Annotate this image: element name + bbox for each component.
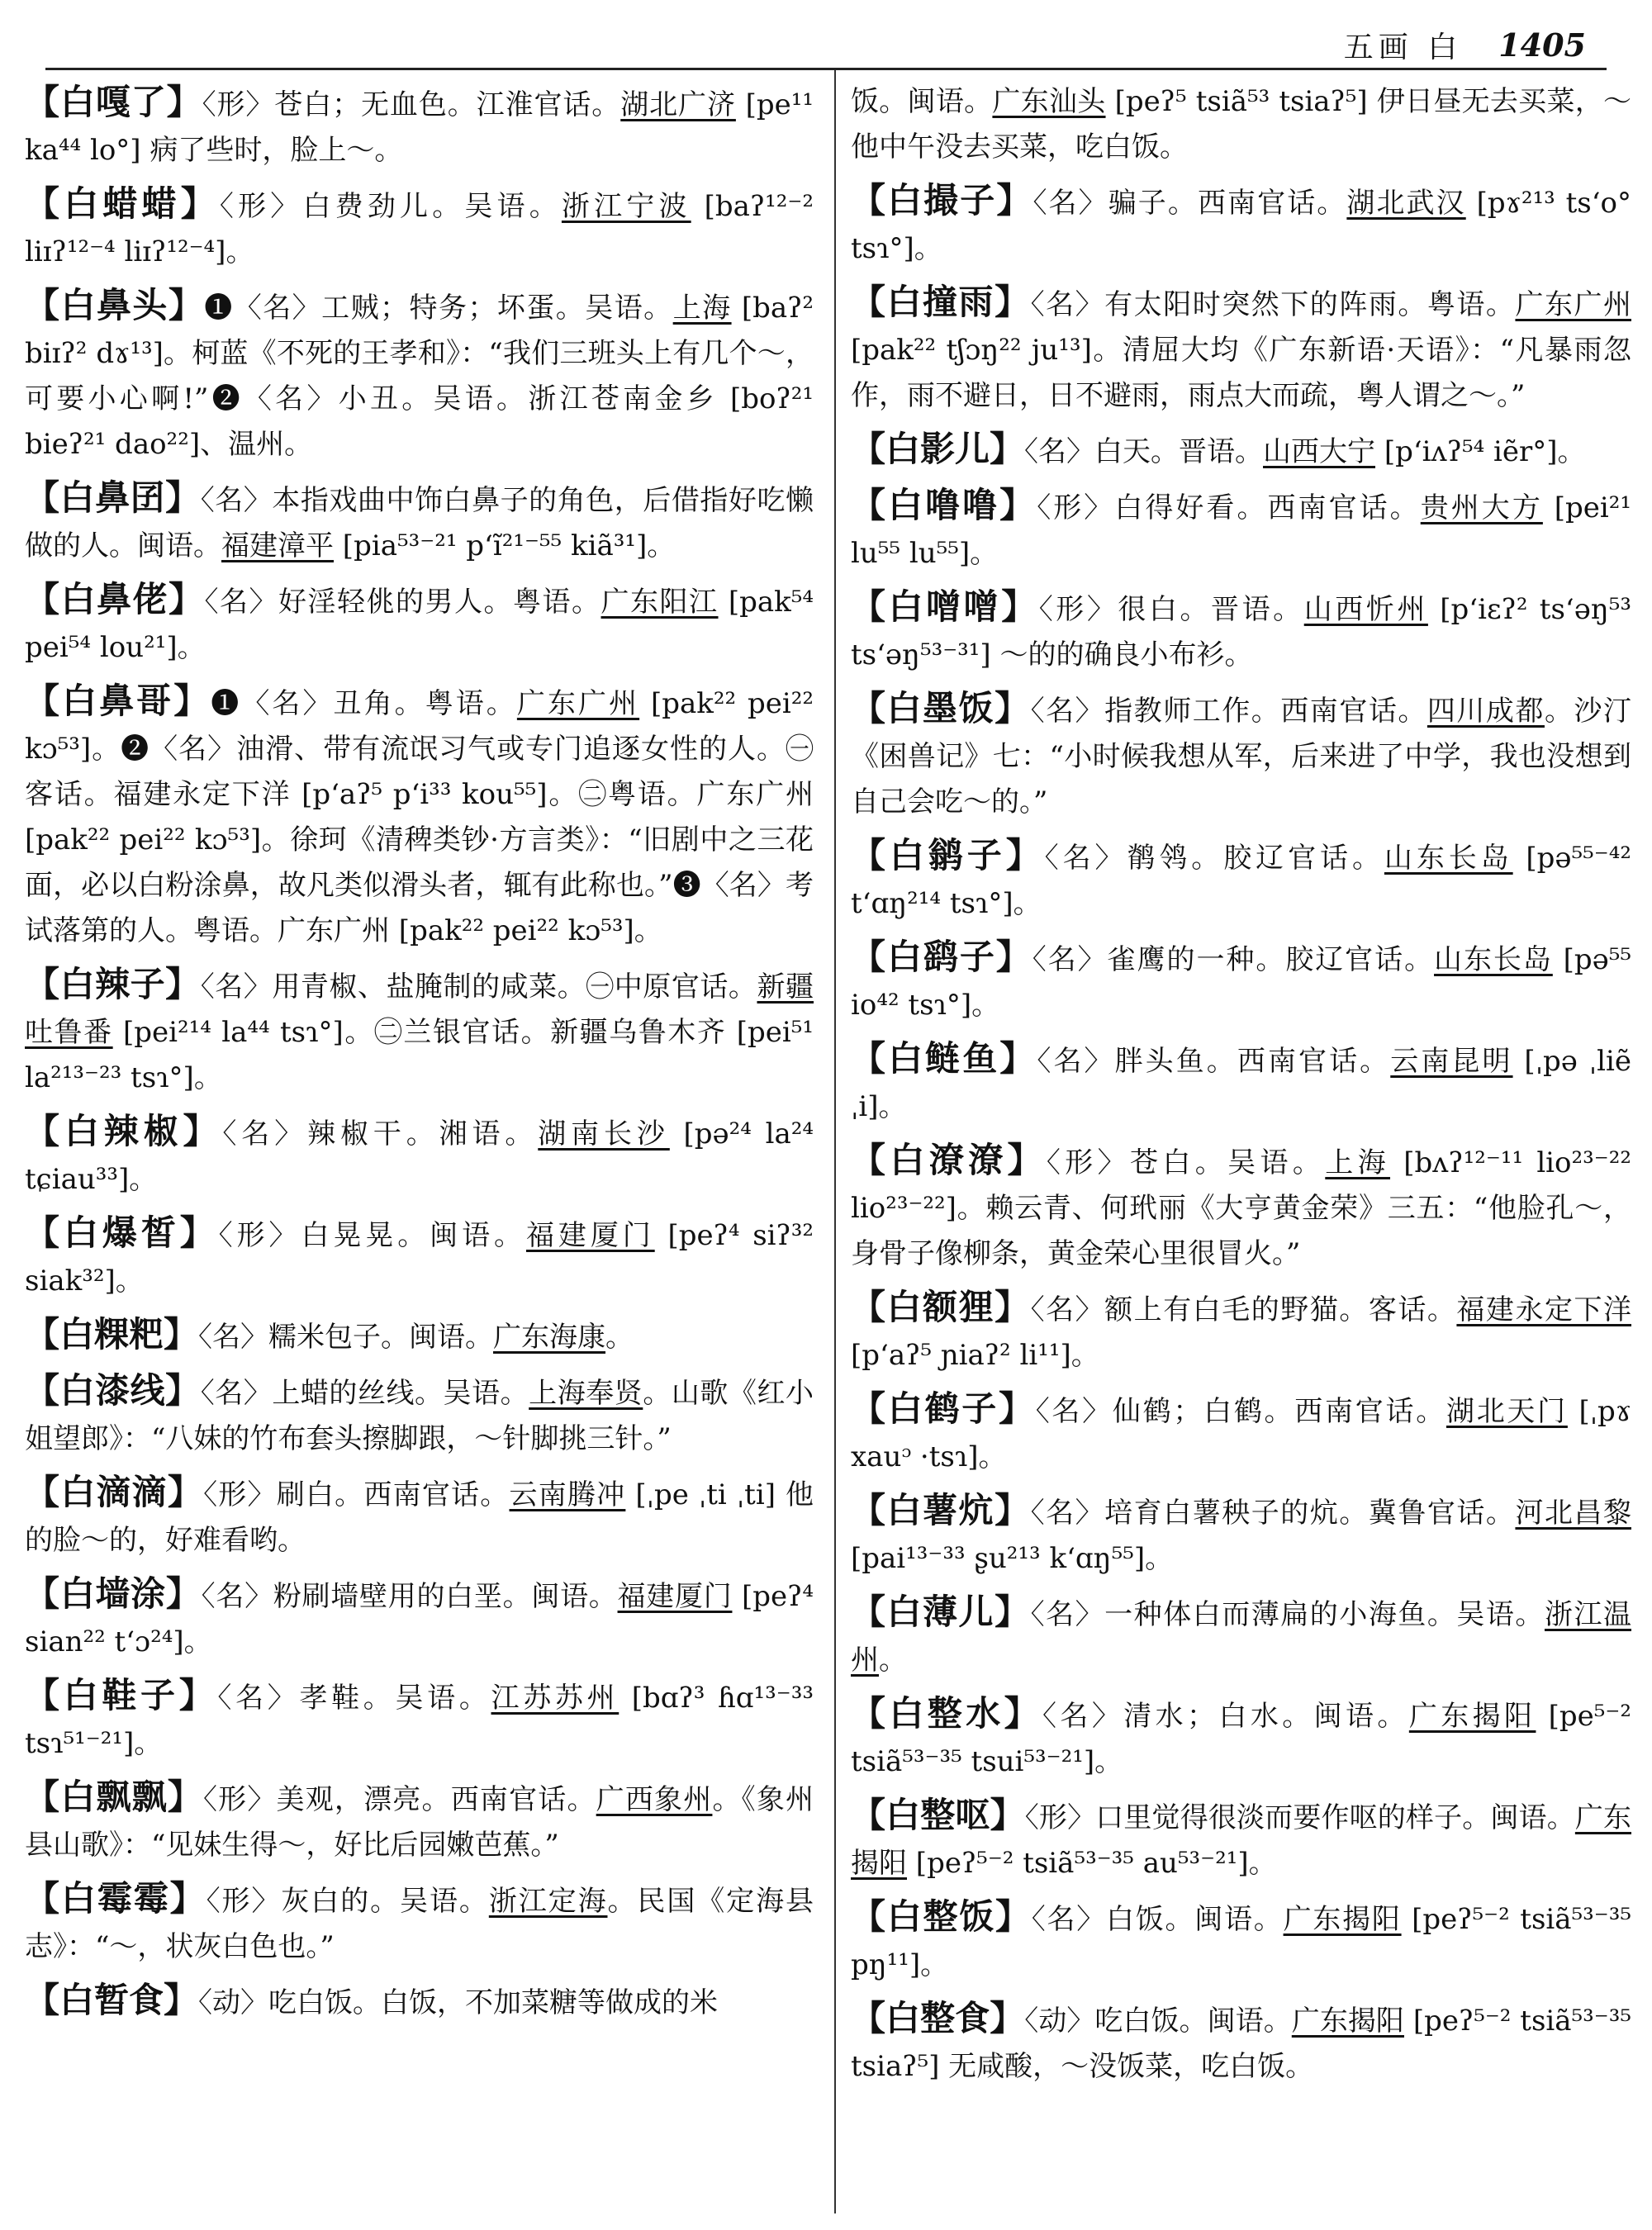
entry-place: 贵州大方 <box>1420 491 1543 524</box>
headword: 【白墙涂】 <box>25 1573 202 1614</box>
continuation-entry <box>851 79 1631 170</box>
entry-pronunciation: [peʔ⁵⁻² tsiã⁵³⁻³⁵ tsiaʔ⁵] 无咸酸，～没饭菜，吃白饭。 <box>851 2005 1632 2083</box>
headword: 【白鹞子】 <box>851 937 1032 977</box>
entry-place: 浙江定海 <box>488 1885 608 1918</box>
dictionary-entry <box>25 475 814 569</box>
entry-pronunciation: [p‘iʌʔ⁵⁴ iẽr°]。 <box>1375 435 1586 468</box>
entry-definition: 〈名〉雀鹰的一种。胶辽官话。 <box>1032 943 1435 976</box>
entry-definition: 〈形〉白晃晃。闽语。 <box>218 1219 526 1252</box>
dictionary-entry <box>851 1386 1631 1480</box>
headword: 【白滴滴】 <box>25 1472 204 1512</box>
entry-place: 福建厦门 <box>525 1219 655 1252</box>
entry-place: 广东揭阳 <box>1291 2005 1404 2038</box>
dictionary-entry <box>851 1137 1631 1277</box>
dictionary-entry <box>851 482 1631 576</box>
entry-place: 上海 <box>672 292 732 325</box>
entry-pronunciation: [pe¹¹ ka⁴⁴ lo°] 病了些时，脸上～。 <box>25 88 814 167</box>
entry-pronunciation: [ˌpə ˌliẽ ˌi]。 <box>851 1045 1632 1123</box>
dictionary-entry <box>25 678 814 954</box>
entry-place: 云南昆明 <box>1390 1045 1513 1078</box>
entry-definition: 〈名〉辣椒干。湘语。 <box>222 1117 539 1151</box>
entry-pronunciation: [baʔ² biɪʔ² dɤ¹³]。柯蓝《不死的王孝和》：“我们三班头上有几个～，可要小心啊!”❷〈名〉小丑。吴语。浙江苍南金乡 [boʔ²¹ bieʔ²¹ dao²²]、温州。 <box>25 292 814 461</box>
entry-pronunciation: [bɑʔ³ ɦɑ¹³⁻³³ tsɿ⁵¹⁻²¹]。 <box>25 1682 814 1760</box>
entry-definition: 饭。闽语。 <box>851 85 993 118</box>
dictionary-entry <box>25 576 814 671</box>
dictionary-entry <box>25 1977 814 2026</box>
entry-place: 山西大宁 <box>1263 435 1376 468</box>
entry-place: 湖北武汉 <box>1346 187 1466 220</box>
dictionary-entry <box>25 181 814 275</box>
dictionary-entry <box>851 1792 1631 1886</box>
headword: 【白嘎了】 <box>25 82 202 122</box>
entry-definition: 〈名〉仙鹤；白鹤。西南官话。 <box>1035 1395 1446 1428</box>
entry-pronunciation: [pak²² pei²² kɔ⁵³]。❷〈名〉油滑、带有流氓习气或专门追逐女性的人。㊀客话。福建永定下洋 [p‘aʔ⁵ p‘i³³ kou⁵⁵]。㊁粤语。广东广州 [pak²² pei²² kɔ⁵³]。徐珂《清稗类钞·方言类》：“旧剧中之三花面，必以白粉涂鼻，故凡类似滑头者，辄有此称也。”❸〈名〉考试落第的人。粤语。广东广州 [pak²² pei²² kɔ⁵³]。 <box>25 687 814 947</box>
entry-definition: 〈动〉吃白饭。白饭，不加菜糖等做成的米 <box>198 1986 719 2019</box>
headword: 【白整饭】 <box>851 1896 1032 1937</box>
dictionary-entry <box>851 1284 1631 1378</box>
headword: 【白撮子】 <box>851 180 1033 221</box>
dictionary-entry <box>851 1036 1631 1130</box>
headword: 【白噌噌】 <box>851 586 1039 627</box>
entry-pronunciation: [peʔ⁴ sian²² t‘ɔ²⁴]。 <box>25 1580 814 1658</box>
entry-place: 湖北天门 <box>1446 1395 1568 1428</box>
page-header <box>1344 20 1586 69</box>
headword: 【白整食】 <box>851 1998 1025 2038</box>
entry-pronunciation: 。 <box>879 1644 907 1677</box>
entry-pronunciation: [p‘aʔ⁵ ɲiaʔ² li¹¹]。 <box>851 1339 1099 1372</box>
dictionary-entry <box>851 686 1631 825</box>
entry-place: 湖南长沙 <box>538 1117 670 1151</box>
dictionary-entry <box>25 1469 814 1563</box>
entry-definition: 〈形〉口里觉得很淡而要作呕的样子。闽语。 <box>1024 1801 1575 1834</box>
headword: 【白薯炕】 <box>851 1490 1031 1530</box>
entry-pronunciation: 。 <box>605 1321 634 1354</box>
headword: 【白额狸】 <box>851 1287 1031 1327</box>
entry-definition: 〈名〉本指戏曲中饰白鼻子的角色，后借指好吃懒做的人。闽语。 <box>25 484 814 562</box>
section-title: 五画 白 <box>1343 30 1463 64</box>
dictionary-entry <box>851 1995 1631 2090</box>
entry-place: 河北昌黎 <box>1515 1497 1631 1530</box>
headword: 【白鼻囝】 <box>25 477 201 518</box>
entry-place: 广东海康 <box>493 1321 606 1354</box>
entry-pronunciation: 。民国《定海县志》：“～，状灰白色也。” <box>25 1885 814 1963</box>
entry-pronunciation: [pei²¹⁴ la⁴⁴ tsɿ°]。㊁兰银官话。新疆乌鲁木齐 [pei⁵¹ la²¹³⁻²³ tsɿ°]。 <box>25 1016 814 1094</box>
entry-place: 福建厦门 <box>617 1580 733 1613</box>
entry-definition: 〈名〉白天。晋语。 <box>1024 435 1264 468</box>
entry-definition: 〈名〉一种体白而薄扁的小海鱼。吴语。 <box>1030 1598 1545 1631</box>
entry-place: 广东揭阳 <box>1408 1700 1536 1733</box>
headword: 【白粿粑】 <box>25 1314 199 1355</box>
entry-place: 山东长岛 <box>1384 842 1513 875</box>
entry-definition: 〈名〉孝鞋。吴语。 <box>217 1682 491 1715</box>
headword: 【白鼻头】 <box>25 285 205 325</box>
page-number: 1405 <box>1498 26 1586 64</box>
headword: 【白鹤子】 <box>851 1388 1036 1429</box>
entry-place: 浙江宁波 <box>561 190 691 223</box>
dictionary-entry <box>851 178 1631 272</box>
headword: 【白影儿】 <box>851 429 1025 469</box>
entry-definition: 〈形〉苍白。吴语。 <box>1046 1146 1326 1179</box>
headword: 【白鼻佬】 <box>25 579 205 619</box>
headword: 【白辣椒】 <box>25 1111 223 1151</box>
entry-definition: 〈形〉苍白；无血色。江淮官话。 <box>202 88 621 121</box>
entry-pronunciation: 。沙汀《困兽记》七：“小时候我想从军，后来进了中学，我也没想到自己会吃～的。” <box>851 695 1632 818</box>
dictionary-entry <box>851 1487 1631 1582</box>
entry-pronunciation: [ˌpe ˌti ˌti] 他的脸～的，好难看哟。 <box>25 1478 814 1557</box>
headword: 【白鲢鱼】 <box>851 1038 1037 1079</box>
headword: 【白漆线】 <box>25 1370 201 1411</box>
dictionary-entry <box>25 1108 814 1203</box>
entry-definition: 〈形〉白费劲儿。吴语。 <box>219 190 562 223</box>
entry-definition: ❶〈名〉丑角。粤语。 <box>211 687 517 720</box>
entry-place: 浙江温州 <box>851 1598 1632 1677</box>
dictionary-entry <box>25 1368 814 1462</box>
entry-definition: 〈名〉额上有白毛的野猫。客话。 <box>1030 1293 1457 1326</box>
dictionary-entry <box>25 1312 814 1360</box>
entry-definition: 〈名〉好淫轻佻的男人。粤语。 <box>204 586 601 619</box>
dictionary-entry <box>851 1691 1631 1785</box>
entry-pronunciation: [pai¹³⁻³³ ʂu²¹³ k‘ɑŋ⁵⁵]。 <box>851 1542 1174 1575</box>
entry-pronunciation: [ˌpɤ xauᵓ ·tsɿ]。 <box>851 1395 1631 1473</box>
entry-pronunciation: [pak⁵⁴ pei⁵⁴ lou²¹]。 <box>25 586 814 664</box>
entry-pronunciation: [bʌʔ¹²⁻¹¹ lio²³⁻²² lio²³⁻²²]。赖云青、何玳丽《大亨黄金荣》三五：“他脸孔～，身骨子像柳条，黄金荣心里很冒火。” <box>851 1146 1631 1270</box>
header-rule <box>45 68 1607 70</box>
headword: 【白爆皙】 <box>25 1212 219 1253</box>
headword: 【白蜡蜡】 <box>25 183 220 224</box>
entry-pronunciation: [pei²¹ lu⁵⁵ lu⁵⁵]。 <box>851 491 1632 570</box>
entry-definition: 〈形〉白得好看。西南官话。 <box>1037 491 1421 524</box>
entry-definition: 〈名〉清水；白水。闽语。 <box>1042 1700 1409 1733</box>
entry-place: 湖北广济 <box>620 88 736 121</box>
dictionary-entry <box>851 279 1631 419</box>
entry-place: 上海 <box>1325 1146 1391 1179</box>
column-divider <box>834 70 836 2213</box>
entry-definition: ❶〈名〉工贼；特务；坏蛋。吴语。 <box>204 292 673 325</box>
entry-place: 新疆吐鲁番 <box>25 970 814 1049</box>
headword: 【白鞋子】 <box>25 1675 218 1715</box>
entry-place: 山西忻州 <box>1303 593 1428 626</box>
dictionary-entry <box>851 1589 1631 1683</box>
entry-pronunciation: [p‘iɛʔ² ts‘əŋ⁵³ ts‘əŋ⁵³⁻³¹] ～的的确良小布衫。 <box>851 593 1632 671</box>
dictionary-entry <box>25 1571 814 1665</box>
entry-definition: 〈形〉刷白。西南官话。 <box>203 1478 510 1511</box>
dictionary-entry <box>25 1210 814 1304</box>
headword: 【白整水】 <box>851 1693 1043 1734</box>
entry-pronunciation: [pe⁵⁻² tsiã⁵³⁻³⁵ tsui⁵³⁻²¹]。 <box>851 1700 1632 1778</box>
left-column <box>25 79 814 2033</box>
headword: 【白整呕】 <box>851 1795 1025 1835</box>
dictionary-entry <box>851 584 1631 678</box>
entry-pronunciation: [pə⁵⁵ io⁴² tsɿ°]。 <box>851 943 1631 1022</box>
entry-pronunciation: [pia⁵³⁻²¹ p‘ĩ²¹⁻⁵⁵ kiã³¹]。 <box>334 529 676 562</box>
headword: 【白辣子】 <box>25 964 201 1004</box>
entry-definition: 〈名〉上蜡的丝线。吴语。 <box>200 1377 529 1410</box>
entry-definition: 〈形〉美观，漂亮。西南官话。 <box>202 1783 596 1816</box>
entry-definition: 〈名〉鹡鸰。胶辽官话。 <box>1044 842 1384 875</box>
headword: 【白暂食】 <box>25 1980 199 2020</box>
entry-place: 广东揭阳 <box>851 1801 1632 1880</box>
entry-place: 江苏苏州 <box>491 1682 620 1715</box>
entry-place: 广东广州 <box>1515 288 1631 321</box>
entry-definition: 〈形〉灰白的。吴语。 <box>206 1885 489 1918</box>
dictionary-entry <box>25 1774 814 1868</box>
entry-pronunciation: 。山歌《红小姐望郎》：“八妹的竹布套头擦脚跟，～针脚挑三针。” <box>25 1377 814 1455</box>
entry-definition: 〈名〉指教师工作。西南官话。 <box>1030 695 1427 728</box>
headword: 【白鼻哥】 <box>25 681 211 721</box>
entry-pronunciation: [peʔ⁵⁻² tsiã⁵³⁻³⁵ au⁵³⁻²¹]。 <box>907 1847 1277 1880</box>
entry-pronunciation: [pə²⁴ la²⁴ tɕiau³³]。 <box>25 1117 814 1196</box>
entry-definition: 〈名〉培育白薯秧子的炕。冀鲁官话。 <box>1030 1497 1516 1530</box>
entry-pronunciation: [pə⁵⁵⁻⁴² t‘ɑŋ²¹⁴ tsɿ°]。 <box>851 842 1631 920</box>
entry-pronunciation: 。《象州县山歌》：“见妹生得～，好比后园嫩芭蕉。” <box>25 1783 814 1862</box>
entry-place: 广东广州 <box>516 687 640 720</box>
dictionary-entry <box>851 426 1631 475</box>
entry-definition: 〈名〉胖头鱼。西南官话。 <box>1037 1045 1391 1078</box>
entry-place: 广西象州 <box>596 1783 713 1816</box>
entry-definition: 〈名〉用青椒、盐腌制的咸菜。㊀中原官话。 <box>200 970 757 1004</box>
dictionary-entry <box>25 282 814 467</box>
headword: 【白噜噜】 <box>851 485 1037 525</box>
entry-place: 上海奉贤 <box>529 1377 643 1410</box>
entry-pronunciation: [baʔ¹²⁻² liɪʔ¹²⁻⁴ liɪʔ¹²⁻⁴]。 <box>25 190 814 268</box>
entry-place: 广东阳江 <box>601 586 719 619</box>
headword: 【白飘飘】 <box>25 1777 203 1817</box>
headword: 【白撞雨】 <box>851 282 1031 322</box>
entry-place: 云南腾冲 <box>509 1478 626 1511</box>
dictionary-entry <box>25 961 814 1101</box>
entry-place: 山东长岛 <box>1434 943 1553 976</box>
headword: 【白薄儿】 <box>851 1592 1031 1632</box>
entry-definition: 〈形〉很白。晋语。 <box>1038 593 1304 626</box>
entry-definition: 〈名〉粉刷墙壁用的白垩。闽语。 <box>201 1580 618 1613</box>
entry-pronunciation: [pak²² tʃɔŋ²² ju¹³]。清屈大均《广东新语·天语》：“凡暴雨忽作，雨不避日，日不避雨，雨点大而疏，粤人谓之～。” <box>851 334 1631 412</box>
entry-place: 广东揭阳 <box>1283 1903 1402 1936</box>
entry-place: 四川成都 <box>1427 695 1545 728</box>
headword: 【白潦潦】 <box>851 1140 1047 1180</box>
entry-definition: 〈名〉有太阳时突然下的阵雨。粤语。 <box>1030 288 1516 321</box>
entry-pronunciation: [peʔ⁵⁻² tsiã⁵³⁻³⁵ pŋ¹¹]。 <box>851 1903 1632 1981</box>
headword: 【白鹟子】 <box>851 835 1045 875</box>
entry-pronunciation: [peʔ⁵ tsiã⁵³ tsiaʔ⁵] 伊日昼无去买菜，～他中午没去买菜，吃白饭。 <box>851 85 1632 164</box>
headword: 【白墨饭】 <box>851 688 1031 728</box>
dictionary-entry <box>851 934 1631 1028</box>
entry-pronunciation: [peʔ⁴ siʔ³² siak³²]。 <box>25 1219 814 1298</box>
entry-definition: 〈名〉骗子。西南官话。 <box>1032 187 1347 220</box>
dictionary-entry <box>25 1672 814 1767</box>
dictionary-entry <box>25 79 814 173</box>
dictionary-entry <box>851 1894 1631 1988</box>
entry-pronunciation: [pɤ²¹³ ts‘o° tsɿ°]。 <box>851 187 1631 265</box>
headword: 【白霉霉】 <box>25 1878 206 1919</box>
dictionary-entry <box>851 833 1631 927</box>
right-column <box>851 79 1631 2097</box>
entry-place: 福建漳平 <box>221 529 334 562</box>
entry-place: 广东汕头 <box>992 85 1106 118</box>
entry-definition: 〈名〉糯米包子。闽语。 <box>198 1321 494 1354</box>
entry-definition: 〈动〉吃白饭。闽语。 <box>1024 2005 1292 2038</box>
dictionary-entry <box>25 1876 814 1970</box>
entry-place: 福建永定下洋 <box>1456 1293 1632 1326</box>
entry-definition: 〈名〉白饭。闽语。 <box>1031 1903 1284 1936</box>
